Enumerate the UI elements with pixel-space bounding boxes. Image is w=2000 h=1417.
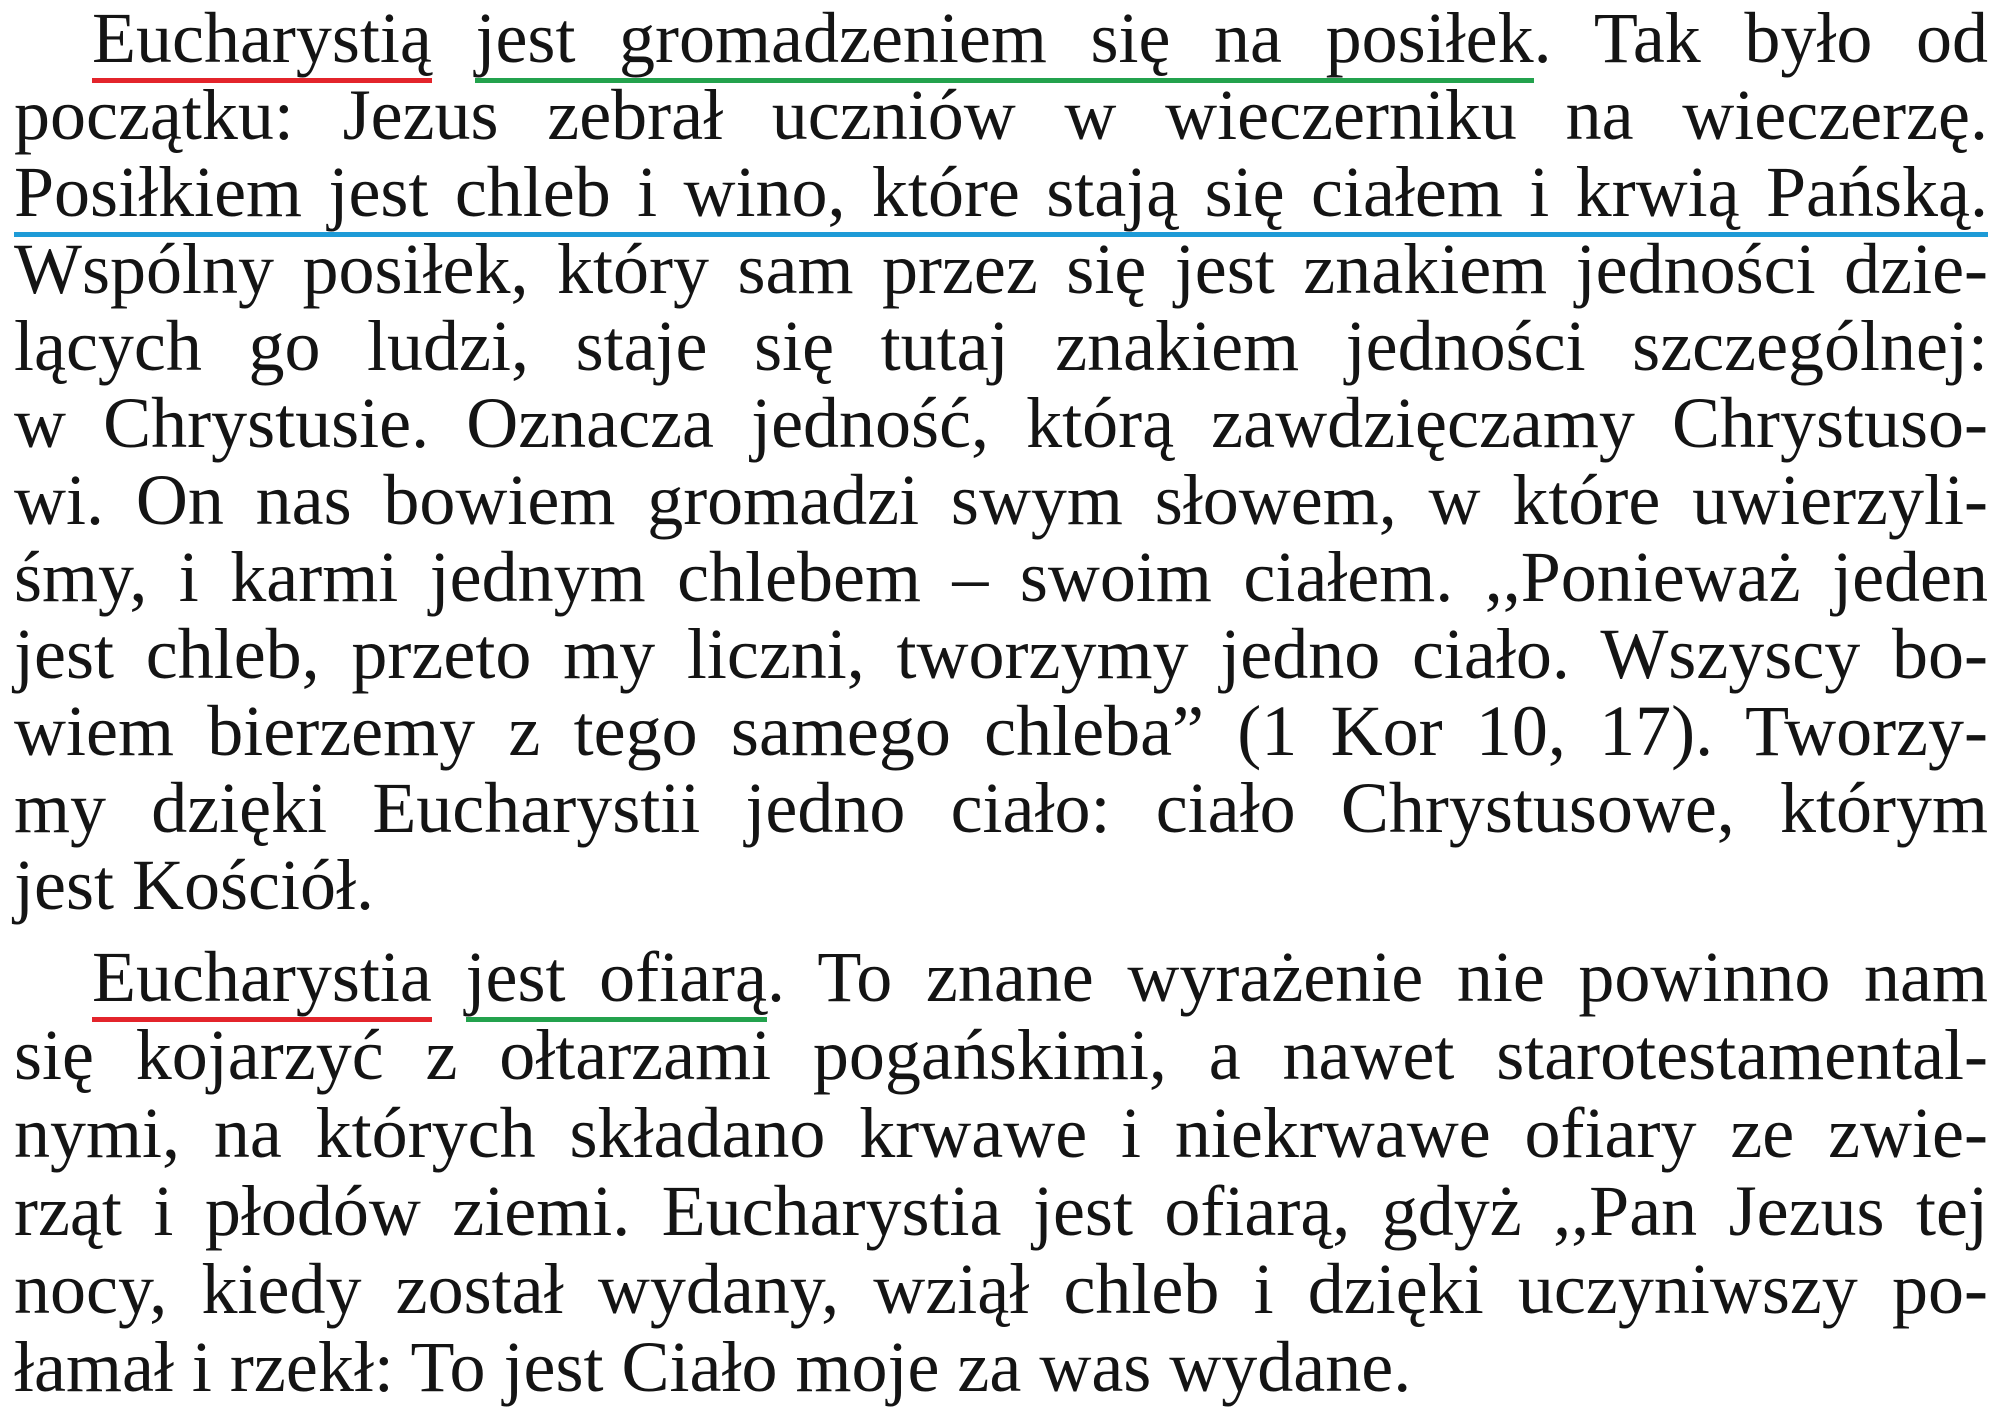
- text-line: śmy, i karmi jednym chlebem – swoim ciałem. ,,Ponieważ jeden: [14, 537, 1988, 617]
- underlined-predicate-green: jest gromadzeniem się na posiłek: [475, 0, 1533, 83]
- text-line: nymi, na których składano krwawe i niekrwawe ofiary ze zwie-: [14, 1093, 1988, 1173]
- text-line: się kojarzyć z ołtarzami pogańskimi, a nawet starotestamental-: [14, 1015, 1988, 1095]
- text-line: jest Kościół.: [14, 845, 374, 925]
- text-line: wiem bierzemy z tego samego chleba” (1 Kor 10, 17). Tworzy-: [14, 691, 1988, 771]
- text-line: w Chrystusie. Oznacza jedność, którą zawdzięczamy Chrystuso-: [14, 383, 1988, 463]
- underlined-term-red: Eucharystia: [92, 937, 432, 1022]
- text-line: wi. On nas bowiem gromadzi swym słowem, w które uwierzyli-: [14, 460, 1988, 540]
- text-line: [14, 154, 1988, 231]
- text-line: łamał i rzekł: To jest Ciało moje za was wydane.: [14, 1327, 1412, 1407]
- text-line: rząt i płodów ziemi. Eucharystia jest ofiarą, gdyż ,,Pan Jezus tej: [14, 1171, 1988, 1251]
- text-line: początku: Jezus zebrał uczniów w wieczerniku na wieczerzę.: [14, 75, 1988, 155]
- text-line: jest chleb, przeto my liczni, tworzymy jedno ciało. Wszyscy bo-: [14, 614, 1988, 694]
- paragraph-communal-meal: [14, 0, 1988, 924]
- underlined-predicate-green: jest ofiarą: [466, 937, 767, 1022]
- line-remainder: . Tak było od: [1533, 0, 1988, 78]
- underlined-sentence-blue: Posiłkiem jest chleb i wino, które stają się ciałem i krwią Pańską.: [14, 152, 1988, 237]
- text-line: lących go ludzi, staje się tutaj znakiem jedności szczególnej:: [14, 306, 1988, 386]
- text-line: my dzięki Eucharystii jedno ciało: ciało Chrystusowe, którym: [14, 768, 1988, 848]
- paragraph-sacrifice: [14, 938, 1988, 1406]
- text-line: [14, 0, 1988, 77]
- text-line: Wspólny posiłek, który sam przez się jest znakiem jedności dzie-: [14, 229, 1988, 309]
- text-line: nocy, kiedy został wydany, wziął chleb i dzięki uczyniwszy po-: [14, 1249, 1988, 1329]
- underlined-term-red: Eucharystią: [92, 0, 432, 83]
- text-line: [14, 938, 1988, 1016]
- line-remainder: . To znane wyrażenie nie powinno nam: [766, 937, 1989, 1017]
